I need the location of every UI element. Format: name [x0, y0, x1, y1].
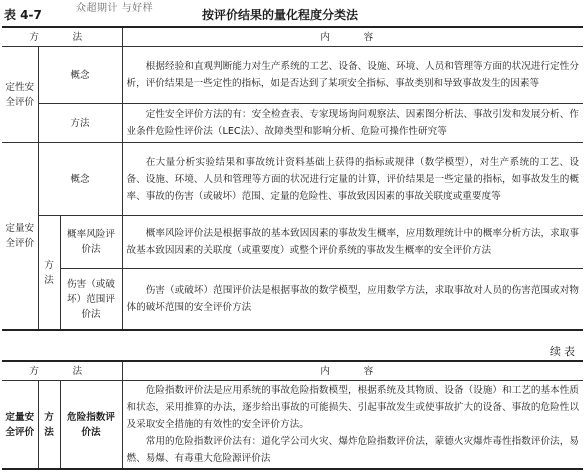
quantitative-group-text: 定量安全评价 — [5, 223, 35, 249]
qualitative-method-label: 方法 — [38, 104, 122, 143]
index-method-paragraph-1: 危险指数评价法是应用系统的事故危险指数模型，根据系统及其物质、设备（设施）和工艺的基本性质和状态，采用推算的办法，逐步给出事故的可能损失、引起事故发生或使事故扩大的设备、事故的危险性以及采取安全措施的有效性的安全评价方法。 — [126, 385, 580, 430]
harm-method-text: 伤害（或破坏）范围评价法是根据事故的数学模型，应用数学方法，求取事故对人员的伤害范围或对物体的破坏范围的安全评价方法 — [122, 269, 583, 331]
quantitative-concept-text: 在大量分析实验结果和事故统计资料基础上获得的指标或规律（数学模型），对生产系统的工艺、设备、设施、环境、人员和管理等方面的状况进行定量的计算，评价结果是一些定量的指标，如事故发生的概率、事故的伤害（或破坏）范围、定量的危险性、事故致因因素的事故关联度或重要度等 — [122, 143, 583, 216]
table-row — [2, 269, 583, 331]
table-row — [2, 143, 583, 216]
column-header-content: 内 容 — [122, 361, 583, 381]
qualitative-concept-text: 根据经验和直观判断能力对生产系统的工艺、设备、设施、环境、人员和管理等方面的状况进行定性分析，评价结果是一些定性的指标，如是否达到了某项安全指标、事故类别和导致事故发生的因素等 — [122, 47, 583, 104]
header-note: 众超期计 与好样 — [76, 3, 154, 14]
quantitative-concept-label: 概念 — [38, 143, 122, 216]
qualitative-method-text: 定性安全评价方法的有：安全检查表、专家现场询问观察法、因素图分析法、事故引发和发展分析、作业条件危险性评价法（LEC法）、故障类型和影响分析、危险可操作性研究等 — [122, 104, 583, 143]
qualitative-group-text: 定性安全评价 — [5, 81, 35, 108]
table-row — [2, 381, 583, 470]
continued-table — [2, 360, 583, 470]
method-label: 方法 — [38, 381, 60, 470]
index-method-text — [122, 381, 583, 470]
table-row — [2, 47, 583, 104]
table-header — [2, 4, 582, 24]
classification-table — [2, 26, 583, 331]
quantitative-method-label: 方法 — [38, 216, 60, 331]
quantitative-group-label: 定量安全评价 — [2, 381, 38, 470]
probability-method-text: 概率风险评价法是根据事故的基本致因因素的事故发生概率，应用数理统计中的概率分析方法，求取事故基本致因因素的关联度（或重要度）或整个评价系统的事故发生概率的安全评价方法 — [122, 216, 583, 269]
column-header-content: 内 容 — [122, 27, 583, 47]
table-row — [2, 104, 583, 143]
index-method-label: 危险指数评价法 — [60, 381, 122, 470]
index-method-paragraph-2: 常用的危险指数评价法有：道化学公司火灾、爆炸危险指数评价法，蒙德火灾爆炸毒性指数评价法，易燃、易爆、有毒重大危险源评价法 — [126, 436, 580, 464]
qualitative-group-label — [2, 47, 38, 143]
column-header-method: 方 法 — [2, 27, 122, 47]
table-header-row — [2, 361, 583, 381]
table-label: 表 4-7 — [4, 8, 42, 22]
qualitative-concept-label: 概念 — [38, 47, 122, 104]
quantitative-group-label — [2, 143, 38, 331]
probability-method-label: 概率风险评价法 — [60, 216, 122, 269]
harm-method-label: 伤害（或破坏）范围评价法 — [60, 269, 122, 331]
continued-label: 续表 — [550, 345, 578, 358]
table-title: 按评价结果的量化程度分类法 — [202, 8, 359, 22]
table-row — [2, 216, 583, 269]
table-header-row — [2, 27, 583, 47]
column-header-method: 方 法 — [2, 361, 122, 381]
